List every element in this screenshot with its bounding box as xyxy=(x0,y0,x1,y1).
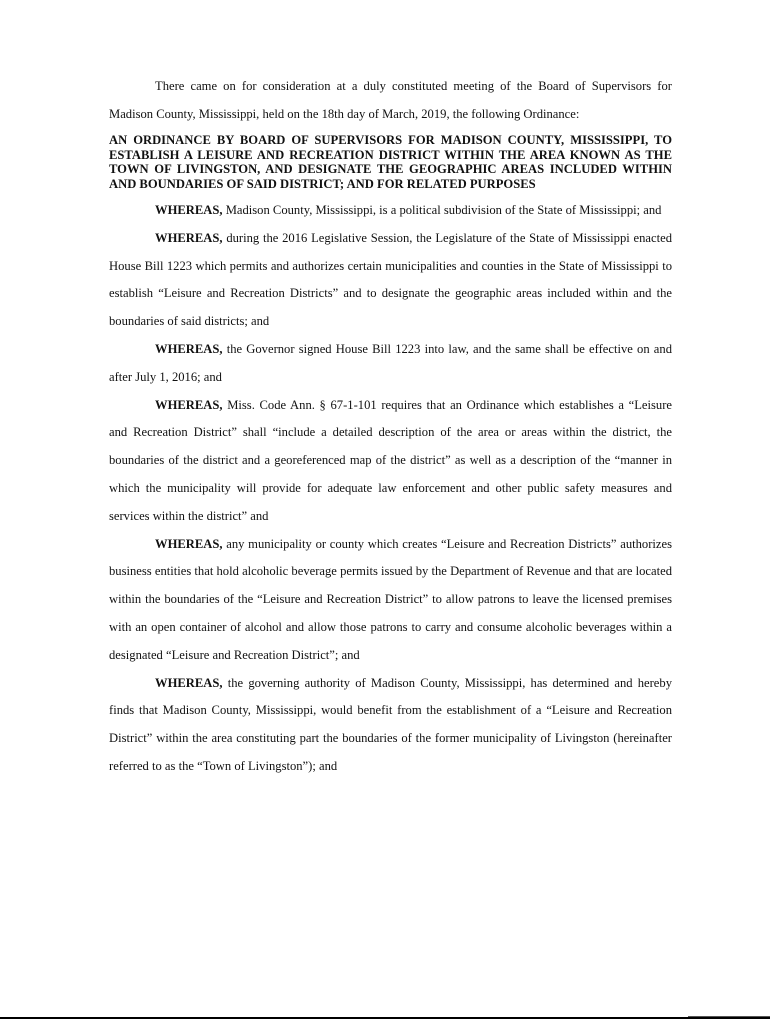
whereas-lead: WHEREAS, xyxy=(155,341,223,356)
whereas-paragraph-2 xyxy=(109,225,672,336)
whereas-lead: WHEREAS, xyxy=(155,536,223,551)
whereas-paragraph-3 xyxy=(109,336,672,392)
ordinance-title: AN ORDINANCE BY BOARD OF SUPERVISORS FOR MADISON COUNTY, MISSISSIPPI, TO ESTABLISH A LEISURE AND RECREATION DISTRICT WITHIN THE AREA KNOWN AS THE TOWN OF LIVINGSTON, AND DESIGNATE THE GEOGRAPHIC AREAS INCLUDED WITHIN AND BOUNDARIES OF SAID DISTRICT; AND FOR RELATED PURPOSES xyxy=(109,133,672,191)
paragraph-text: during the 2016 Legislative Session, the Legislature of the State of Mississippi enacted House Bill 1223 which permits and authorizes certain municipalities and counties in the State of Mississippi to establish “Leisure and Recreation Districts” and to designate the geographic areas included within and the boundaries of said districts; and xyxy=(109,230,672,329)
whereas-lead: WHEREAS, xyxy=(155,675,223,690)
whereas-lead: WHEREAS, xyxy=(155,397,223,412)
document-page xyxy=(109,72,672,781)
whereas-paragraph-4 xyxy=(109,392,672,531)
intro-paragraph: There came on for consideration at a duly constituted meeting of the Board of Supervisors for Madison County, Mississippi, held on the 18th day of March, 2019, the following Ordinance: xyxy=(109,79,672,121)
whereas-lead: WHEREAS, xyxy=(155,230,223,245)
whereas-paragraph-1 xyxy=(109,197,672,225)
paragraph-text: the governing authority of Madison County, Mississippi, has determined and hereby finds that Madison County, Mississippi, would benefit from the establishment of a “Leisure and Recreation District” within the area constituting part the boundaries of the former municipality of Livingston (hereinafter referred to as the “Town of Livingston”); and xyxy=(109,675,672,773)
whereas-paragraph-6 xyxy=(109,670,672,781)
page-bottom-rule xyxy=(0,1017,770,1019)
whereas-paragraph-5 xyxy=(109,531,672,670)
paragraph-text: the Governor signed House Bill 1223 into law, and the same shall be effective on and after July 1, 2016; and xyxy=(109,341,672,384)
paragraph-text: Miss. Code Ann. § 67-1-101 requires that an Ordinance which establishes a “Leisure and Recreation District” shall “include a detailed description of the area or areas within the district, the boundaries of the district and a georeferenced map of the district” as well as a description of the “manner in which the municipality will provide for adequate law enforcement and other public safety measures and services within the district” and xyxy=(109,397,672,523)
whereas-lead: WHEREAS, xyxy=(155,203,223,217)
page-bottom-rule-accent xyxy=(688,1016,770,1017)
paragraph-text: Madison County, Mississippi, is a political subdivision of the State of Mississippi; and xyxy=(222,203,662,217)
paragraph-text: any municipality or county which creates “Leisure and Recreation Districts” authorizes business entities that hold alcoholic beverage permits issued by the Department of Revenue and that are located within the boundaries of the “Leisure and Recreation District” to allow patrons to leave the licensed premises with an open container of alcohol and allow those patrons to carry and consume alcoholic beverages within a designated “Leisure and Recreation District”; and xyxy=(109,536,672,662)
